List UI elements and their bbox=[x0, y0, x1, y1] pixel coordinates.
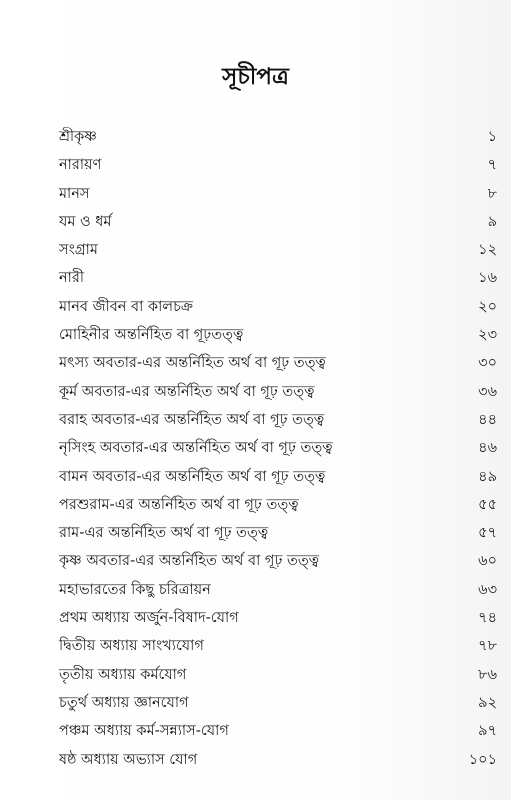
toc-entry-title: প্রথম অধ্যায় অর্জুন-বিষাদ-যোগ bbox=[59, 610, 239, 627]
toc-entry bbox=[59, 576, 497, 604]
toc-entry-page-number: ৭৮ bbox=[478, 638, 497, 655]
toc-entry-page-number: ২০ bbox=[478, 298, 497, 315]
toc-entry-page-number: ৫৫ bbox=[478, 496, 497, 513]
toc-entry-title: কূর্ম অবতার-এর অন্তর্নিহিত অর্থ বা গূঢ় তত্ত্ব bbox=[59, 383, 315, 400]
toc-entry-page-number: ৪৯ bbox=[478, 468, 497, 485]
toc-entry-page-number: ৪৪ bbox=[478, 411, 497, 428]
toc-entry bbox=[59, 349, 497, 377]
toc-entry-title: পরশুরাম-এর অন্তর্নিহিত অর্থ বা গূঢ় তত্ত্ব bbox=[59, 496, 299, 513]
toc-entry-title: রাম-এর অন্তর্নিহিত অর্থ বা গূঢ় তত্ত্ব bbox=[59, 525, 269, 542]
toc-entry-page-number: ৬৩ bbox=[478, 581, 497, 598]
toc-entry-title: দ্বিতীয় অধ্যায় সাংখ্যযোগ bbox=[59, 638, 204, 655]
toc-entry bbox=[59, 519, 497, 547]
toc-entry-title: সংগ্রাম bbox=[59, 242, 98, 259]
toc-entry-page-number: ৮ bbox=[487, 185, 497, 202]
toc-entry-page-number: ১৬ bbox=[478, 270, 497, 287]
toc-entry bbox=[59, 746, 497, 774]
toc-entry bbox=[59, 264, 497, 292]
page-title: সূচীপত্র bbox=[222, 64, 289, 90]
toc-entry-page-number: ৯ bbox=[487, 213, 497, 230]
toc-entry bbox=[59, 180, 497, 208]
toc-entry-page-number: ১ bbox=[487, 129, 497, 145]
toc-entry bbox=[59, 717, 497, 745]
toc-entry-page-number: ২৩ bbox=[478, 327, 497, 344]
table-of-contents bbox=[59, 123, 497, 774]
toc-entry-page-number: ৯২ bbox=[478, 694, 497, 711]
toc-entry-title: মানব জীবন বা কালচক্র bbox=[59, 298, 194, 315]
toc-entry-page-number: ৭৪ bbox=[478, 610, 497, 627]
toc-entry bbox=[59, 151, 497, 179]
toc-entry-page-number: ৩৬ bbox=[478, 383, 497, 400]
toc-entry bbox=[59, 463, 497, 491]
toc-entry-title: বামন অবতার-এর অন্তর্নিহিত অর্থ বা গূঢ় তত্ত্ব bbox=[59, 468, 326, 485]
toc-entry-page-number: ৯৭ bbox=[478, 723, 497, 740]
toc-entry-page-number: ১২ bbox=[478, 242, 497, 259]
toc-entry-title: কৃষ্ণ অবতার-এর অন্তর্নিহিত অর্থ বা গূঢ় তত্ত্ব bbox=[59, 553, 320, 570]
toc-entry-page-number: ১০১ bbox=[468, 751, 497, 768]
toc-entry bbox=[59, 547, 497, 575]
toc-entry-page-number: ৪৬ bbox=[478, 440, 497, 457]
toc-entry bbox=[59, 123, 497, 151]
toc-entry-title: ষষ্ঠ অধ্যায় অভ্যাস যোগ bbox=[59, 751, 198, 768]
toc-entry-title: চতুর্থ অধ্যায় জ্ঞানযোগ bbox=[59, 694, 189, 711]
toc-entry bbox=[59, 378, 497, 406]
toc-entry bbox=[59, 689, 497, 717]
toc-entry-title: যম ও ধর্ম bbox=[59, 213, 112, 230]
toc-entry bbox=[59, 236, 497, 264]
toc-entry-title: মোহিনীর অন্তর্নিহিত বা গূঢ়তত্ত্ব bbox=[59, 327, 244, 344]
toc-entry-title: নৃসিংহ অবতার-এর অন্তর্নিহিত অর্থ বা গূঢ় তত্ত্ব bbox=[59, 440, 333, 457]
toc-entry-title: শ্রীকৃষ্ণ bbox=[59, 129, 97, 145]
toc-entry-page-number: ৬০ bbox=[478, 553, 497, 570]
toc-entry bbox=[59, 491, 497, 519]
toc-entry-page-number: ৩০ bbox=[478, 355, 497, 372]
toc-entry bbox=[59, 604, 497, 632]
toc-entry-page-number: ৭ bbox=[487, 157, 497, 174]
toc-entry-title: তৃতীয় অধ্যায় কর্মযোগ bbox=[59, 666, 187, 683]
toc-entry bbox=[59, 208, 497, 236]
toc-entry-title: পঞ্চম অধ্যায় কর্ম-সন্ন্যাস-যোগ bbox=[59, 723, 229, 740]
toc-entry bbox=[59, 661, 497, 689]
toc-entry bbox=[59, 406, 497, 434]
toc-entry-title: মৎস্য অবতার-এর অন্তর্নিহিত অর্থ বা গূঢ় তত্ত্ব bbox=[59, 355, 326, 372]
toc-entry-page-number: ৫৭ bbox=[478, 525, 497, 542]
toc-entry bbox=[59, 321, 497, 349]
toc-entry-title: মানস bbox=[59, 185, 90, 202]
toc-entry-title: মহাভারতের কিছু চরিত্রায়ন bbox=[59, 581, 211, 598]
toc-entry-page-number: ৮৬ bbox=[478, 666, 497, 683]
toc-entry bbox=[59, 434, 497, 462]
toc-entry bbox=[59, 632, 497, 660]
toc-entry bbox=[59, 293, 497, 321]
toc-entry-title: নারী bbox=[59, 270, 84, 287]
toc-entry-title: বরাহ অবতার-এর অন্তর্নিহিত অর্থ বা গূঢ় তত্ত্ব bbox=[59, 411, 325, 428]
toc-entry-title: নারায়ণ bbox=[59, 157, 102, 174]
